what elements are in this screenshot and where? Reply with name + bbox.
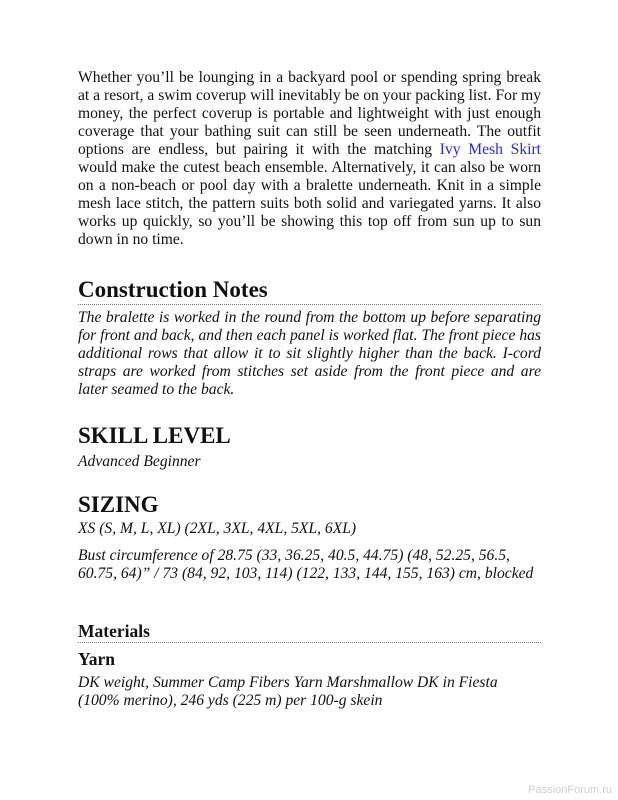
watermark: PassionForum.ru <box>528 784 612 796</box>
ivy-mesh-skirt-link[interactable]: Ivy Mesh Skirt <box>439 141 541 158</box>
sizing-section <box>78 492 541 583</box>
intro-text: Whether you’ll be lounging in a backyard pool or spending spring break at a resort, a swim coverup will inevitably be on your packing list. For my money, the perfect coverup is portable and lightweight with just enough coverage that your bathing suit can still be seen underneath. The outfit options are endless, but pairing it with the matching <box>78 69 541 158</box>
intro-paragraph <box>78 69 541 249</box>
yarn-heading: Yarn <box>78 649 115 669</box>
construction-heading: Construction Notes <box>78 277 268 302</box>
skill-text: Advanced Beginner <box>78 453 201 470</box>
bust-text: Bust circumference of 28.75 (33, 36.25, 40.5, 44.75) (48, 52.25, 56.5, 60.75, 64)” / 73 (84, 92, 103, 114) (122, 133, 144, 155, 163) cm, blocked <box>78 547 534 582</box>
skill-heading: SKILL LEVEL <box>78 423 231 448</box>
skill-section <box>78 423 541 471</box>
construction-text: The bralette is worked in the round from the bottom up before separating for front and back, and then each panel is worked flat. The front piece has additional rows that allow it to sit slightly higher than the back. I-cord straps are worked from stitches set aside from the front piece and are later seamed to the back. <box>78 309 541 398</box>
materials-section <box>78 621 541 710</box>
heading-divider <box>78 304 541 305</box>
construction-section <box>78 277 541 399</box>
heading-divider <box>78 642 541 643</box>
intro-section <box>78 69 541 249</box>
yarn-text: DK weight, Summer Camp Fibers Yarn Marshmallow DK in Fiesta (100% merino), 246 yds (225 m) per 100-g skein <box>78 674 498 709</box>
intro-text-continued: would make the cutest beach ensemble. Alternatively, it can also be worn on a non-beach or pool day with a bralette underneath. Knit in a simple mesh lace stitch, the pattern suits both solid and variegated yarns. It also works up quickly, so you’ll be showing this top off from sun up to sun down in no time. <box>78 159 541 248</box>
sizes-text: XS (S, M, L, XL) (2XL, 3XL, 4XL, 5XL, 6XL) <box>78 520 357 537</box>
materials-heading: Materials <box>78 621 150 641</box>
sizing-heading: SIZING <box>78 492 159 517</box>
